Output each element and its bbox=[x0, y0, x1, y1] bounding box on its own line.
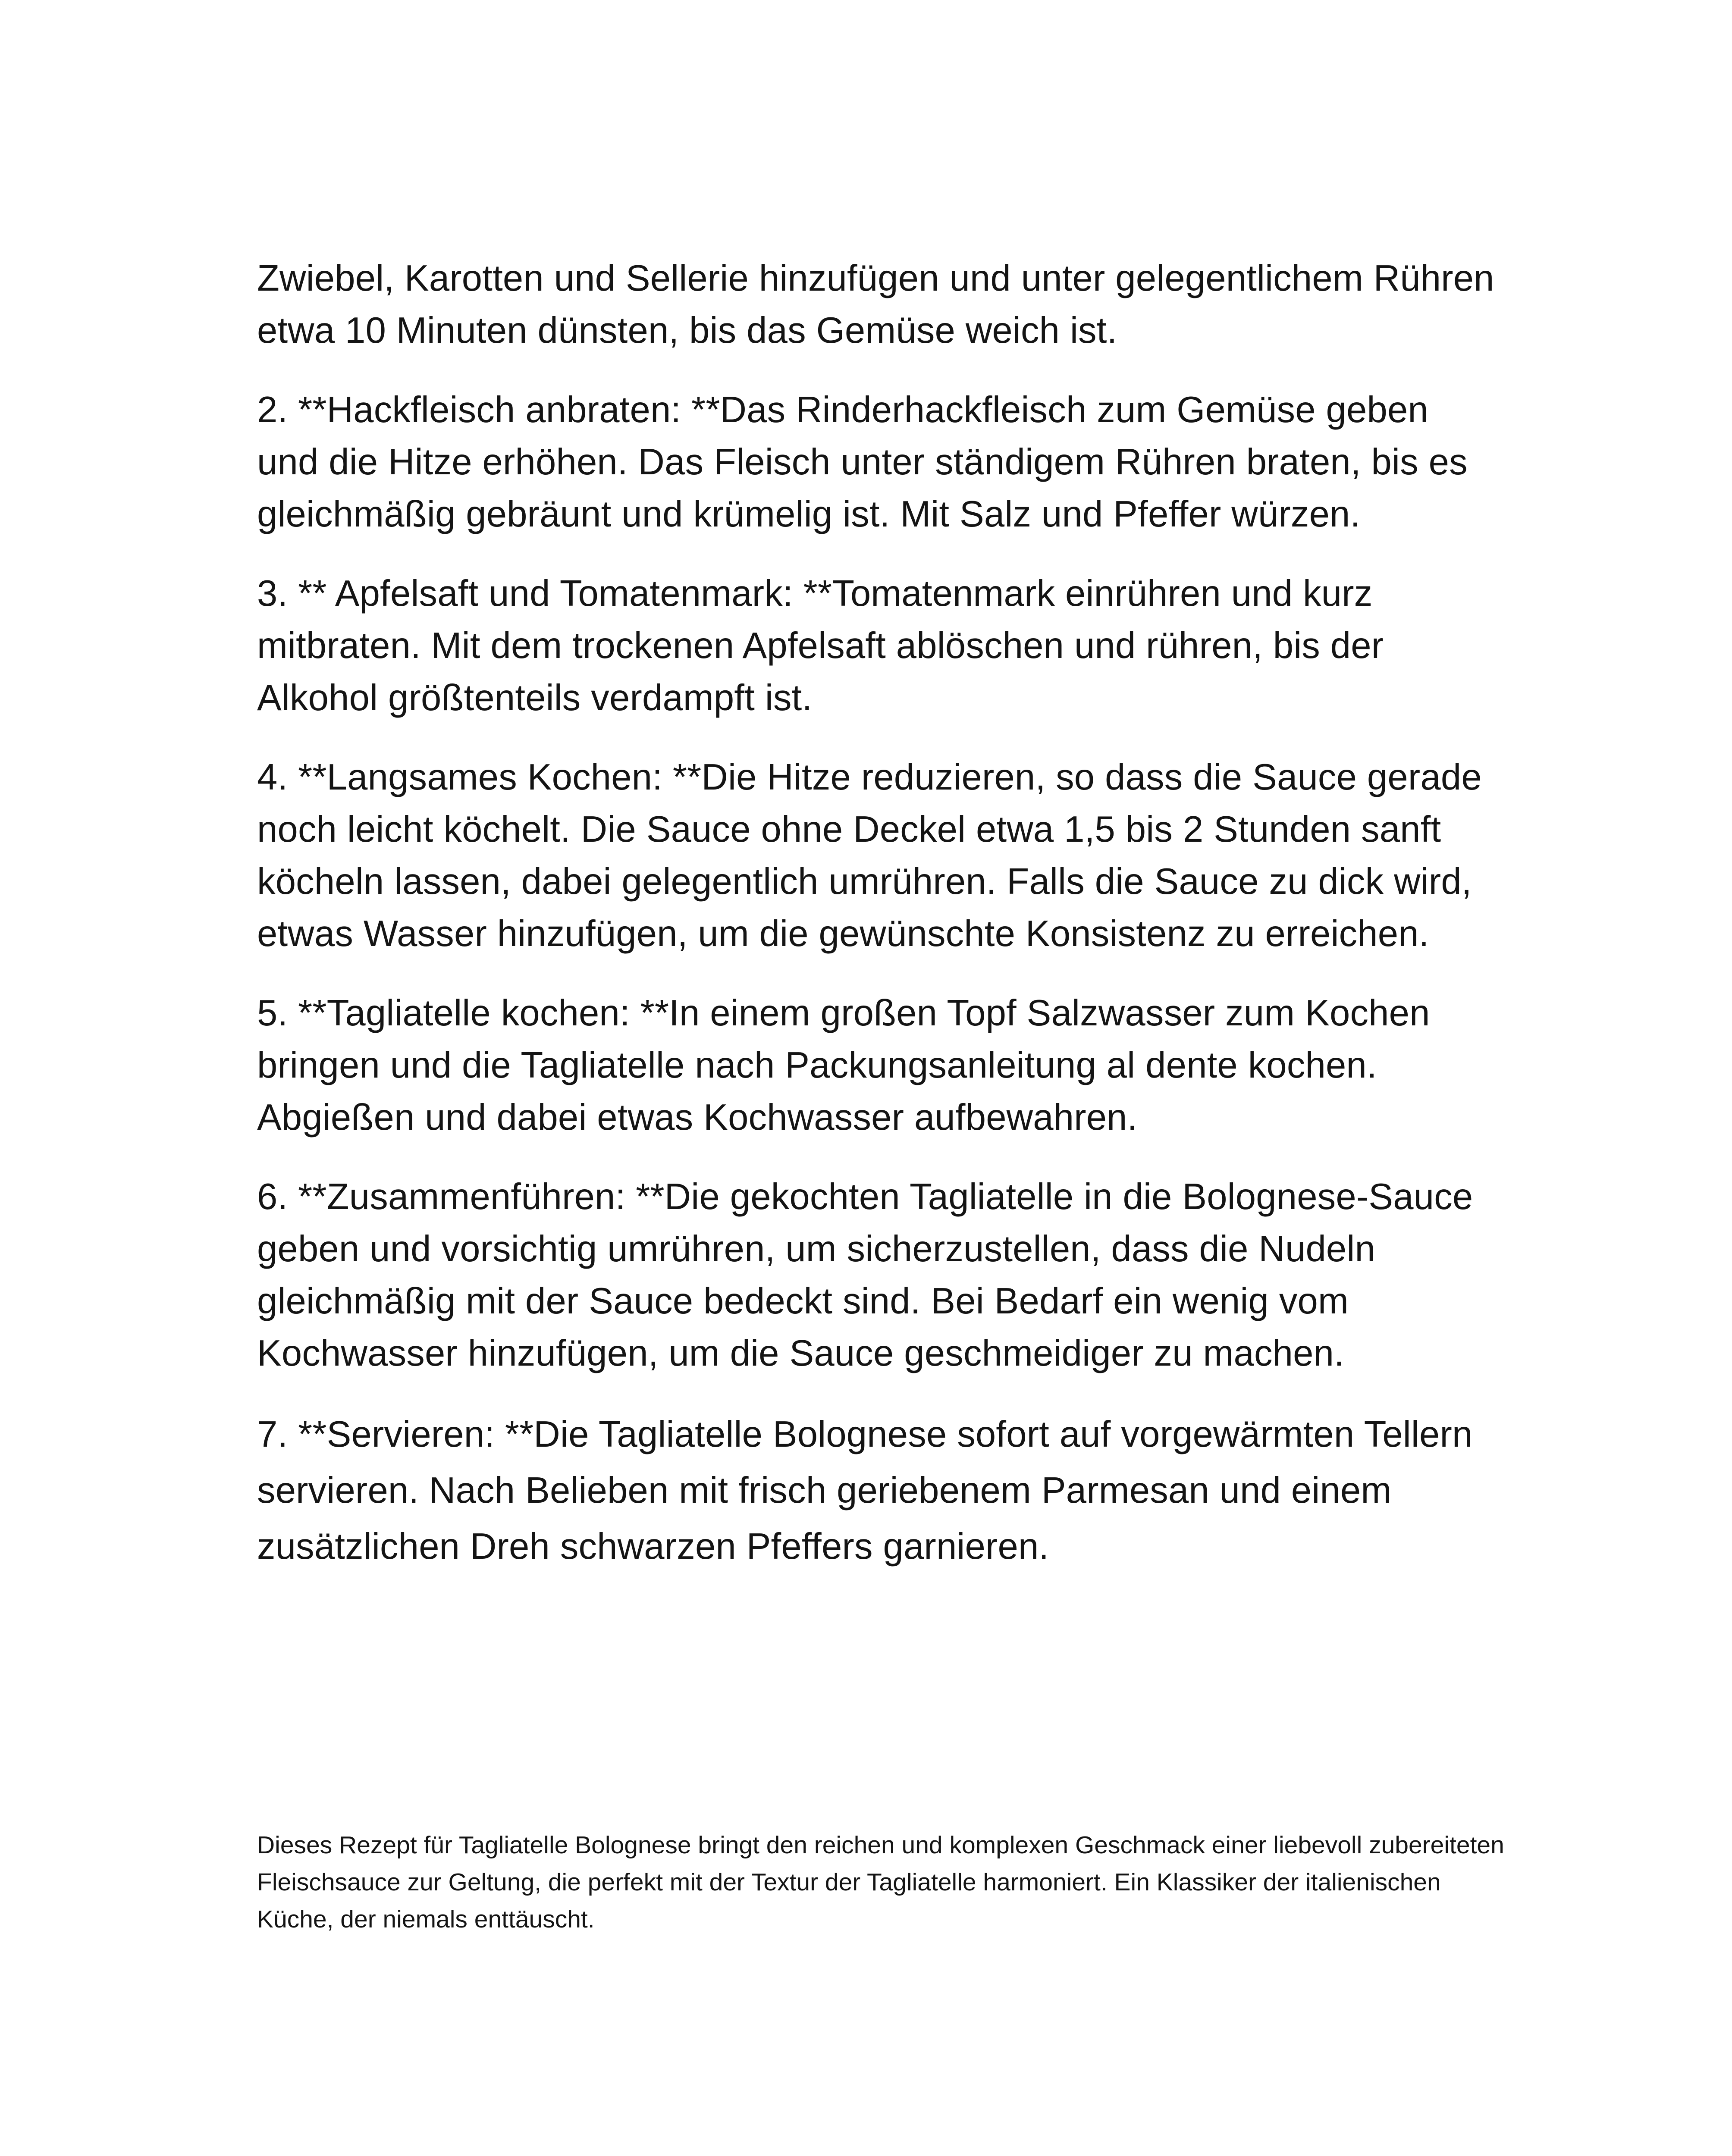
step-intro-paragraph: Zwiebel, Karotten und Sellerie hinzufügen und unter gelegentlichem Rühren etwa 10 Minuten dünsten, bis das Gemüse weich ist. bbox=[257, 258, 1494, 351]
step-6-paragraph: 6. **Zusammenführen: **Die gekochten Tagliatelle in die Bolognese-Sauce geben und vorsichtig umrühren, um sicherzustellen, dass die Nudeln gleichmäßig mit der Sauce bedeckt sind. Bei Bedarf ein wenig vom Kochwasser hinzufügen, um die Sauce geschmeidiger zu machen. bbox=[257, 1176, 1473, 1374]
step-7-paragraph: 7. **Servieren: **Die Tagliatelle Bolognese sofort auf vorgewärmten Tellern servieren. Nach Belieben mit frisch geriebenem Parmesan und einem zusätzlichen Dreh schwarzen Pfeffers garnieren. bbox=[257, 1414, 1473, 1567]
step-5-paragraph: 5. **Tagliatelle kochen: **In einem großen Topf Salzwasser zum Kochen bringen und die Tagliatelle nach Packungsanleitung al dente kochen. Abgießen und dabei etwas Kochwasser aufbewahren. bbox=[257, 993, 1430, 1138]
recipe-steps bbox=[257, 252, 1499, 1575]
closing-note: Dieses Rezept für Tagliatelle Bolognese bringt den reichen und komplexen Geschmack einer liebevoll zubereiteten Fleischsauce zur Geltung, die perfekt mit der Textur der Tagliatelle harmoniert. Ein Klassiker der italienischen Küche, der niemals enttäuscht. bbox=[257, 1831, 1504, 1933]
step-3-paragraph: 3. ** Apfelsaft und Tomatenmark: **Tomatenmark einrühren und kurz mitbraten. Mit dem trockenen Apfelsaft ablöschen und rühren, bis der Alkohol größtenteils verdampft ist. bbox=[257, 573, 1384, 718]
step-4-paragraph: 4. **Langsames Kochen: **Die Hitze reduzieren, so dass die Sauce gerade noch leicht köchelt. Die Sauce ohne Deckel etwa 1,5 bis 2 Stunden sanft köcheln lassen, dabei gelegentlich umrühren. Falls die Sauce zu dick wird, etwas Wasser hinzufügen, um die gewünschte Konsistenz zu erreichen. bbox=[257, 757, 1482, 954]
step-2-paragraph: 2. **Hackfleisch anbraten: **Das Rinderhackfleisch zum Gemüse geben und die Hitze erhöhen. Das Fleisch unter ständigem Rühren braten, bis es gleichmäßig gebräunt und krümelig ist. Mit Salz und Pfeffer würzen. bbox=[257, 389, 1468, 535]
